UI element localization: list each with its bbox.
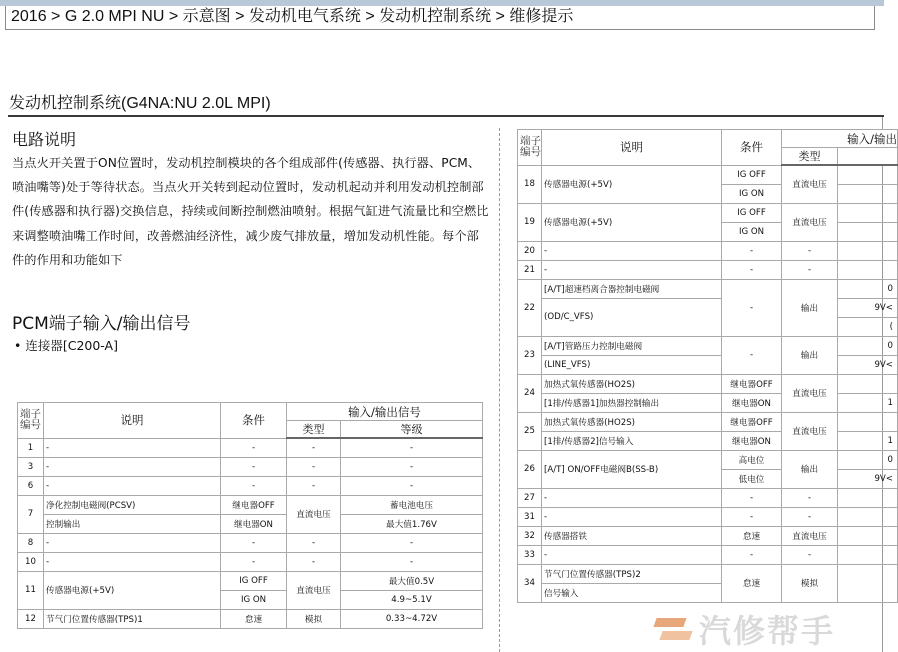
terminal-number: 8 — [18, 533, 44, 552]
description-cell: - — [44, 476, 221, 495]
condition-cell: IG OFF — [722, 165, 782, 184]
level-cell: - — [341, 533, 483, 552]
condition-cell: - — [722, 241, 782, 260]
level-cell — [838, 260, 898, 279]
level-cell — [838, 241, 898, 260]
level-cell: - — [341, 552, 483, 571]
level-cell: - — [341, 438, 483, 457]
condition-cell: - — [722, 279, 782, 336]
description-cell: 传感器电源(+5V) — [44, 571, 221, 609]
type-cell: 输出 — [782, 450, 838, 488]
level-cell: 9V< — [838, 355, 898, 374]
type-cell: - — [287, 438, 341, 457]
type-cell: 直流电压 — [782, 374, 838, 412]
condition-cell: - — [221, 533, 287, 552]
watermark — [655, 606, 884, 652]
description-cell: - — [542, 507, 722, 526]
description-cell: - — [542, 241, 722, 260]
table-row — [518, 241, 898, 260]
type-cell: 直流电压 — [782, 203, 838, 241]
right-signal-table — [517, 129, 898, 603]
condition-cell: 怠速 — [221, 609, 287, 628]
terminal-number: 12 — [18, 609, 44, 628]
type-cell: - — [782, 241, 838, 260]
condition-cell: IG ON — [722, 184, 782, 203]
condition-cell: 继电器ON — [221, 514, 287, 533]
table-row — [518, 336, 898, 355]
table-row — [18, 552, 483, 571]
level-cell — [838, 184, 898, 203]
condition-cell: - — [221, 476, 287, 495]
terminal-number: 23 — [518, 336, 542, 374]
level-cell: 最大值0.5V — [341, 571, 483, 590]
condition-cell: - — [722, 488, 782, 507]
header-description: 说明 — [542, 130, 722, 166]
table-row — [518, 298, 898, 317]
header-type: 类型 — [287, 421, 341, 439]
column-divider — [499, 128, 500, 652]
terminal-number: 31 — [518, 507, 542, 526]
type-cell: 直流电压 — [287, 495, 341, 533]
description-cell: 信号输入 — [542, 583, 722, 602]
connector-label: • 连接器[C200-A] — [14, 338, 118, 353]
description-cell: - — [542, 488, 722, 507]
terminal-number: 24 — [518, 374, 542, 412]
description-cell: 传感器电源(+5V) — [542, 203, 722, 241]
type-cell: 模拟 — [782, 564, 838, 602]
level-cell — [838, 507, 898, 526]
level-cell: 0 — [838, 450, 898, 469]
condition-cell: 继电器OFF — [221, 495, 287, 514]
watermark-text: 汽修帮手 — [699, 612, 836, 650]
condition-cell: - — [722, 260, 782, 279]
description-cell: - — [542, 545, 722, 564]
document-title: 发动机控制系统(G4NA:NU 2.0L MPI) — [8, 93, 884, 117]
type-cell: 输出 — [782, 336, 838, 374]
table-row — [18, 457, 483, 476]
terminal-number: 34 — [518, 564, 542, 602]
type-cell: 输出 — [782, 279, 838, 336]
level-cell — [838, 488, 898, 507]
type-cell: 直流电压 — [287, 571, 341, 609]
description-cell: [1排/传感器2]信号输入 — [542, 431, 722, 450]
description-cell: (LINE_VFS) — [542, 355, 722, 374]
description-cell: 传感器搭铁 — [542, 526, 722, 545]
description-cell: - — [44, 438, 221, 457]
left-signal-table — [17, 402, 483, 629]
circuit-heading: 电路说明 — [12, 130, 77, 149]
table-row — [518, 412, 898, 431]
description-cell: - — [542, 260, 722, 279]
level-cell — [838, 165, 898, 184]
table-row — [518, 526, 898, 545]
description-cell: - — [44, 552, 221, 571]
table-row — [518, 488, 898, 507]
level-cell: 蓄电池电压 — [341, 495, 483, 514]
terminal-number: 19 — [518, 203, 542, 241]
level-cell — [838, 374, 898, 393]
table-row — [518, 165, 898, 184]
condition-cell: IG OFF — [722, 203, 782, 222]
table-row — [518, 279, 898, 298]
table-row — [518, 393, 898, 412]
header-type: 类型 — [782, 148, 838, 166]
table-row — [18, 609, 483, 628]
header-condition: 条件 — [722, 130, 782, 166]
level-cell — [838, 545, 898, 564]
header-level — [838, 148, 898, 166]
terminal-number: 20 — [518, 241, 542, 260]
level-cell: 1 — [838, 431, 898, 450]
type-cell: - — [782, 260, 838, 279]
description-cell: [A/T] ON/OFF电磁阀B(SS-B) — [542, 450, 722, 488]
condition-cell: 低电位 — [722, 469, 782, 488]
terminal-number: 27 — [518, 488, 542, 507]
terminal-number: 6 — [18, 476, 44, 495]
description-cell: 净化控制电磁阀(PCSV) — [44, 495, 221, 514]
table-row — [518, 260, 898, 279]
condition-cell: 高电位 — [722, 450, 782, 469]
type-cell: - — [287, 476, 341, 495]
condition-cell: 继电器OFF — [722, 374, 782, 393]
table-row — [518, 203, 898, 222]
condition-cell: - — [722, 545, 782, 564]
table-row — [18, 476, 483, 495]
condition-cell: IG OFF — [221, 571, 287, 590]
table-row — [518, 564, 898, 583]
breadcrumb[interactable]: 2016 > G 2.0 MPI NU > 示意图 > 发动机电气系统 > 发动机控制系统 > 维修提示 — [5, 6, 875, 30]
header-terminal: 端子 编号 — [518, 130, 542, 166]
level-cell: 0 — [838, 336, 898, 355]
description-cell: [1排/传感器1]加热器控制输出 — [542, 393, 722, 412]
description-cell: (OD/C_VFS) — [542, 298, 722, 336]
condition-cell: - — [722, 507, 782, 526]
level-cell: 9V< — [838, 469, 898, 488]
terminal-number: 3 — [18, 457, 44, 476]
terminal-number: 25 — [518, 412, 542, 450]
condition-cell: - — [221, 457, 287, 476]
condition-cell: 怠速 — [722, 526, 782, 545]
condition-cell: 继电器ON — [722, 393, 782, 412]
description-cell: - — [44, 533, 221, 552]
level-cell — [838, 222, 898, 241]
table-row — [518, 545, 898, 564]
table-row — [18, 495, 483, 514]
description-cell: 加热式氧传感器(HO2S) — [542, 412, 722, 431]
level-cell — [838, 526, 898, 545]
level-cell: 0 — [838, 279, 898, 298]
type-cell: - — [287, 533, 341, 552]
level-cell: 0.33~4.72V — [341, 609, 483, 628]
header-io-signal: 输入/输出信号 — [287, 403, 483, 421]
terminal-number: 26 — [518, 450, 542, 488]
condition-cell: 继电器OFF — [722, 412, 782, 431]
header-terminal: 端子 编号 — [18, 403, 44, 439]
table-row — [18, 571, 483, 590]
type-cell: - — [287, 457, 341, 476]
terminal-number: 32 — [518, 526, 542, 545]
description-cell: 控制输出 — [44, 514, 221, 533]
terminal-number: 11 — [18, 571, 44, 609]
description-cell: 节气门位置传感器(TPS)1 — [44, 609, 221, 628]
header-level: 等级 — [341, 421, 483, 439]
description-cell: 节气门位置传感器(TPS)2 — [542, 564, 722, 583]
level-cell: 9V< — [838, 298, 898, 317]
condition-cell: - — [221, 438, 287, 457]
table-row — [18, 514, 483, 533]
terminal-number: 7 — [18, 495, 44, 533]
header-io-signal: 输入/输出 — [782, 130, 898, 148]
condition-cell: IG ON — [221, 590, 287, 609]
table-row — [18, 438, 483, 457]
description-cell: - — [44, 457, 221, 476]
terminal-number: 1 — [18, 438, 44, 457]
level-cell — [838, 412, 898, 431]
level-cell: 4.9~5.1V — [341, 590, 483, 609]
description-cell: [A/T]超速档离合器控制电磁阀 — [542, 279, 722, 298]
condition-cell: - — [722, 336, 782, 374]
table-row — [518, 374, 898, 393]
condition-cell: - — [221, 552, 287, 571]
watermark-logo-icon — [655, 612, 695, 646]
type-cell: 直流电压 — [782, 165, 838, 203]
condition-cell: IG ON — [722, 222, 782, 241]
type-cell: 直流电压 — [782, 412, 838, 450]
level-cell: 1 — [838, 393, 898, 412]
level-cell: ( — [838, 317, 898, 336]
type-cell: - — [287, 552, 341, 571]
description-cell: 加热式氧传感器(HO2S) — [542, 374, 722, 393]
type-cell: - — [782, 507, 838, 526]
level-cell: - — [341, 457, 483, 476]
description-cell: 传感器电源(+5V) — [542, 165, 722, 203]
description-cell: [A/T]管路压力控制电磁阀 — [542, 336, 722, 355]
table-row — [518, 431, 898, 450]
terminal-number: 10 — [18, 552, 44, 571]
type-cell: - — [782, 545, 838, 564]
table-row — [518, 507, 898, 526]
condition-cell: 怠速 — [722, 564, 782, 602]
level-cell: 最大值1.76V — [341, 514, 483, 533]
type-cell: 模拟 — [287, 609, 341, 628]
header-description: 说明 — [44, 403, 221, 439]
table-row — [518, 355, 898, 374]
table-row — [18, 533, 483, 552]
level-cell — [838, 564, 898, 602]
circuit-description: 当点火开关置于ON位置时，发动机控制模块的各个组成部件(传感器、执行器、PCM、喷油嘴等)处于等待状态。当点火开关转到起动位置时，发动机起动并利用发动机控制部件(传感器和执行器)交换信息，持续或间断控制燃油喷射。根据气缸进气流量比和空燃比来调整喷油嘴工作时间，改善燃油经济性，减少废气排放量，增加发动机性能。每个部件的作用和功能如下 — [12, 156, 489, 267]
level-cell: - — [341, 476, 483, 495]
table-row — [518, 450, 898, 469]
terminal-number: 22 — [518, 279, 542, 336]
header-condition: 条件 — [221, 403, 287, 439]
level-cell — [838, 203, 898, 222]
pcm-heading: PCM端子输入/输出信号 — [12, 314, 191, 334]
terminal-number: 18 — [518, 165, 542, 203]
condition-cell: 继电器ON — [722, 431, 782, 450]
terminal-number: 33 — [518, 545, 542, 564]
type-cell: 直流电压 — [782, 526, 838, 545]
terminal-number: 21 — [518, 260, 542, 279]
type-cell: - — [782, 488, 838, 507]
